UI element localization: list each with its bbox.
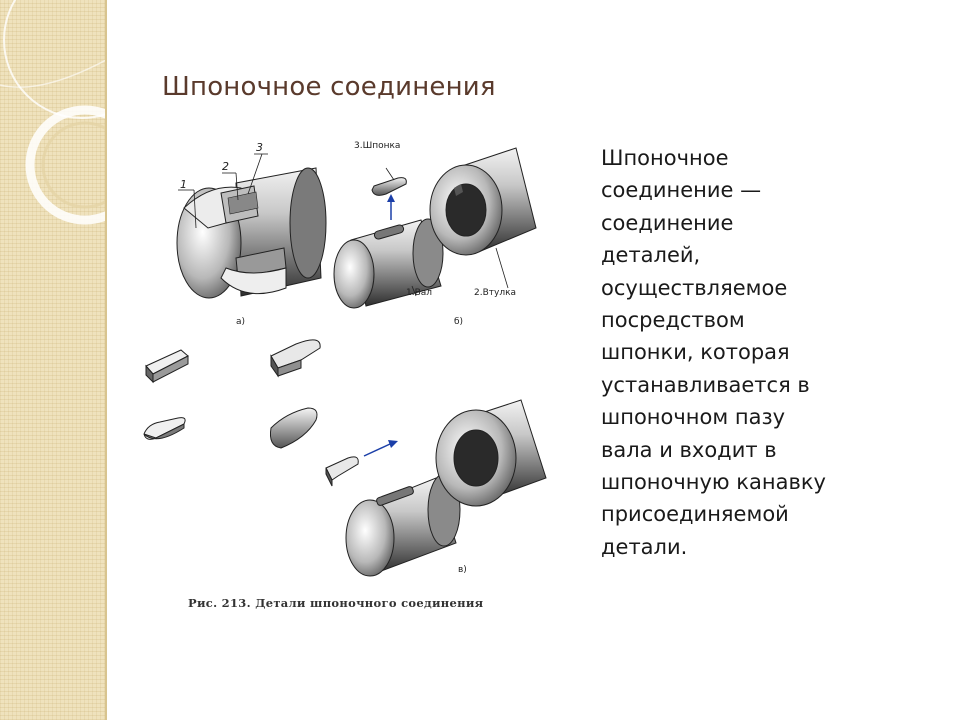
key-types-drawing: [144, 340, 320, 448]
label-key: 3.Шпонка: [354, 141, 401, 151]
figure-caption: Рис. 213. Детали шпоночного соединения: [188, 596, 484, 610]
label-1: 1: [180, 178, 187, 191]
assembled-shaft-drawing: [177, 154, 326, 298]
label-a: а): [236, 317, 246, 327]
label-3: 3: [256, 141, 263, 154]
label-shaft: 1.Вал: [406, 288, 433, 298]
label-2: 2: [222, 160, 229, 173]
label-v: в): [458, 565, 467, 575]
slide-title: Шпоночное соединения: [162, 72, 496, 102]
key-joint-figure: [136, 128, 556, 618]
exploded-assembly-drawing: [334, 148, 536, 308]
decorative-side-band: [0, 0, 106, 720]
definition-text: Шпоночное соединение — соединение деталей, осуществляемое посредством шпонки, которая устанавливается в шпоночном пазу вала и входит в шпоночную канавку присоединяемой детали.: [601, 146, 826, 559]
label-b: б): [454, 317, 464, 327]
exploded-assembly-drawing-v: [326, 400, 546, 576]
label-sleeve: 2.Втулка: [474, 288, 517, 298]
side-band-edge: [105, 0, 107, 720]
